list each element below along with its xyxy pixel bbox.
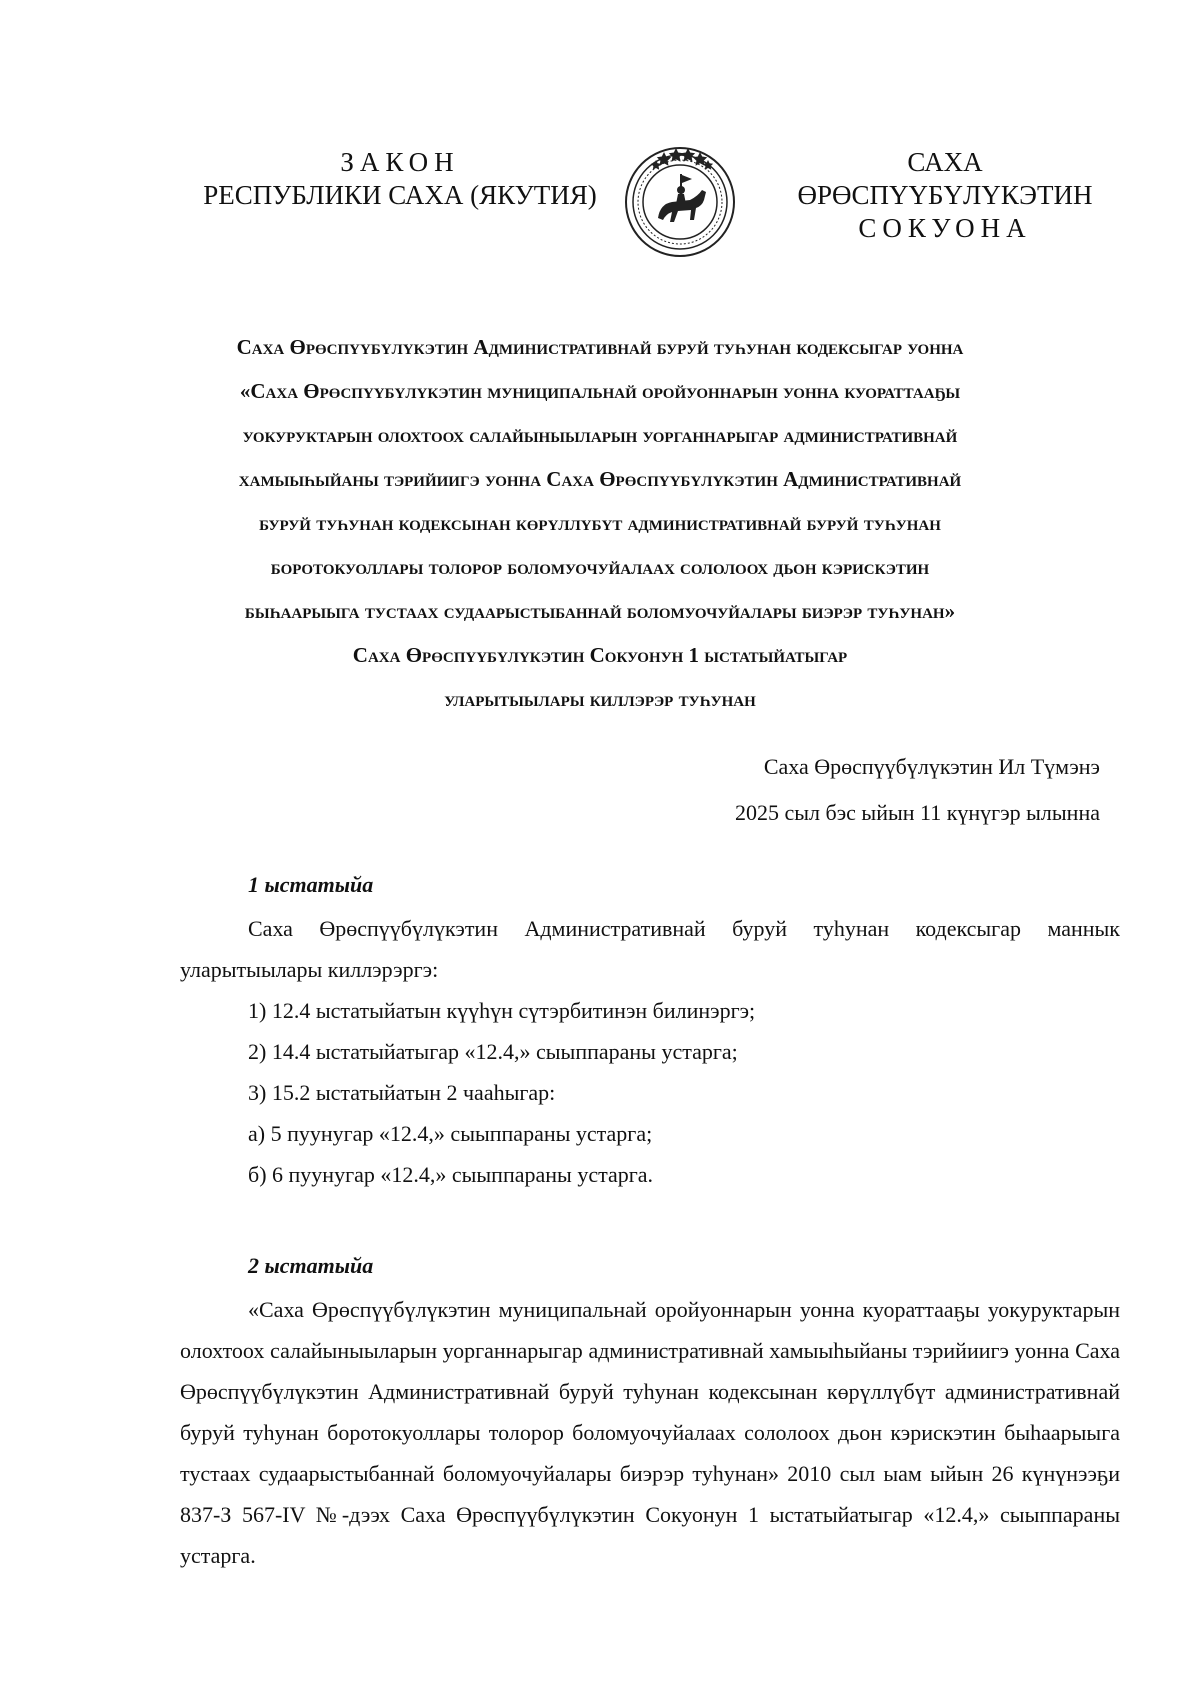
- title-line: «Саха Өрөспүүбүлүкэтин муниципальнай оройуоннарын уонна куораттааҕы: [239, 379, 961, 403]
- coat-of-arms-emblem-icon: [620, 140, 740, 260]
- title-line: Саха Өрөспүүбүлүкэтин Административнай буруй туһунан кодексыгар уонна: [236, 335, 964, 359]
- article-2-body: [180, 1289, 1120, 1576]
- article-1-item: 3) 15.2 ыстатыйатын 2 чааһыгар:: [248, 1080, 556, 1105]
- header-right: [760, 146, 1130, 245]
- article-2-heading: 2 ыстатыйа: [248, 1253, 374, 1278]
- adoption-date: 2025 сыл бэс ыйын 11 күнүгэр ылынна: [735, 800, 1100, 825]
- article-1-item: 2) 14.4 ыстатыйатыгар «12.4,» сыыппараны устарга;: [248, 1039, 738, 1064]
- title-line: Саха Өрөспүүбүлүкэтин Сокуонун 1 ыстатыйатыгар: [352, 643, 848, 667]
- header-law-label: ЗАКОН: [340, 147, 460, 177]
- article-1-body: [180, 908, 1120, 1195]
- article-1-heading: 1 ыстатыйа: [248, 872, 374, 897]
- law-title: [140, 325, 1060, 721]
- adoption-info: [735, 744, 1100, 836]
- header-law-label-sakha: СОКУОНА: [858, 213, 1032, 243]
- title-line: уларытыылары киллэрэр туһунан: [444, 687, 756, 711]
- header-republic-label-sakha: САХА ӨРӨСПҮҮБҮЛҮКЭТИН: [797, 147, 1093, 210]
- article-1-intro: Саха Өрөспүүбүлүкэтин Административнай буруй туһунан кодексыгар маннык уларытыылары киллэрэргэ:: [180, 916, 1120, 982]
- header-left: [200, 146, 600, 212]
- article-1-item: а) 5 пуунугар «12.4,» сыыппараны устарга;: [248, 1121, 653, 1146]
- header-republic-label: РЕСПУБЛИКИ САХА (ЯКУТИЯ): [203, 180, 597, 210]
- article-1-item: 1) 12.4 ыстатыйатын күүһүн сүтэрбитинэн билинэргэ;: [248, 998, 756, 1023]
- title-line: боротокуоллары толорор боломуочуйалаах сололоох дьон кэрискэтин: [270, 555, 930, 579]
- article-2-text: «Саха Өрөспүүбүлүкэтин муниципальнай оройуоннарын уонна куораттааҕы уокуруктарын олохтоох салайыныыларын уорганнарыгар административнай хамыыһыйаны тэрийиигэ уонна Саха Өрөспүүбүлүкэтин Административнай буруй туһунан кодексынан көрүллүбүт административнай буруй туһунан боротокуоллары толорор боломуочуйалаах сололоох дьон кэрискэтин быһаарыыга тустаах судаарыстыбаннай боломуочуйалары биэрэр туһунан» 2010 сыл ыам ыйын 26 күнүнээҕи 837-З 567-IV №-дээх Саха Өрөспүүбүлүкэтин Сокуонун 1 ыстатыйатыгар «12.4,» сыыппараны устарга.: [180, 1297, 1120, 1568]
- article-1-item: б) 6 пуунугар «12.4,» сыыппараны устарга.: [248, 1162, 654, 1187]
- title-line: буруй туһунан кодексынан көрүллүбүт административнай буруй туһунан: [259, 511, 941, 535]
- adoption-body: Саха Өрөспүүбүлүкэтин Ил Түмэнэ: [763, 754, 1100, 779]
- document-header: [0, 140, 1200, 250]
- title-line: быһаарыыга тустаах судаарыстыбаннай боломуочуйалары биэрэр туһунан»: [244, 599, 956, 623]
- title-line: уокуруктарын олохтоох салайыныыларын уорганнарыгар административнай: [242, 423, 958, 447]
- title-line: хамыыһыйаны тэрийиигэ уонна Саха Өрөспүүбүлүкэтин Административнай: [238, 467, 962, 491]
